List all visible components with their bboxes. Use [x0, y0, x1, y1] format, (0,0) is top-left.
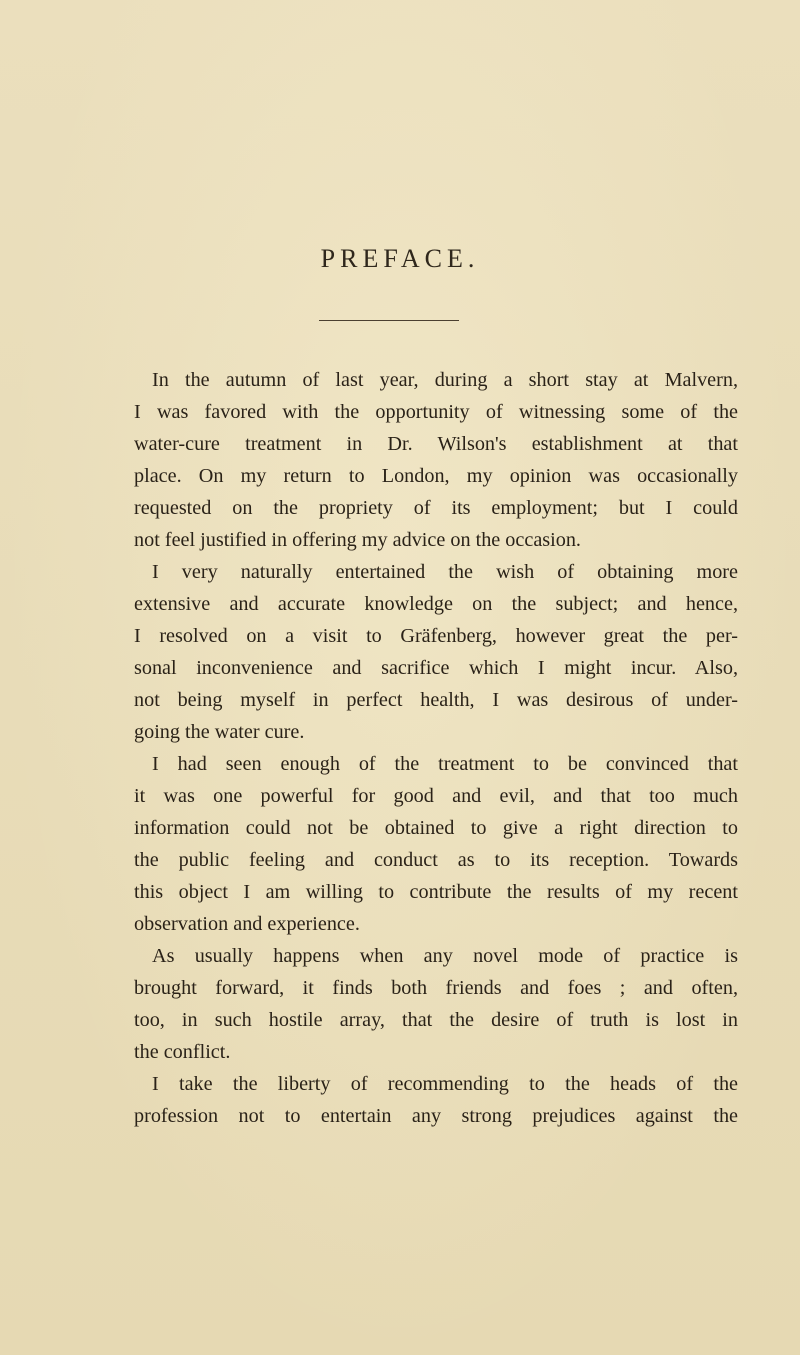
text-line: I had seen enough of the treatment to be convinced that — [152, 753, 738, 775]
text-line: In the autumn of last year, during a short stay at Malvern, — [152, 369, 738, 391]
text-line: information could not be obtained to give a right direction to — [134, 817, 738, 839]
text-line: not feel justified in offering my advice on the occasion. — [134, 529, 581, 551]
text-line: place. On my return to London, my opinion was occasionally — [134, 465, 738, 487]
text-line: not being myself in perfect health, I was desirous of under- — [134, 689, 738, 711]
text-line: the conflict. — [134, 1041, 231, 1063]
text-line: I very naturally entertained the wish of obtaining more — [152, 561, 738, 583]
body-text — [134, 364, 738, 1132]
text-line: As usually happens when any novel mode of practice is — [152, 945, 738, 967]
page-title: PREFACE. — [320, 244, 480, 273]
text-line: the public feeling and conduct as to its reception. Towards — [134, 849, 738, 871]
text-line: observation and experience. — [134, 913, 360, 935]
text-line: brought forward, it finds both friends and foes ; and often, — [134, 977, 738, 999]
text-line: I was favored with the opportunity of witnessing some of the — [134, 401, 738, 423]
text-line: I resolved on a visit to Gräfenberg, however great the per- — [134, 625, 738, 647]
text-line: water-cure treatment in Dr. Wilson's establishment at that — [134, 433, 738, 455]
text-line: I take the liberty of recommending to the heads of the — [152, 1073, 738, 1095]
text-line: it was one powerful for good and evil, and that too much — [134, 785, 738, 807]
text-line: extensive and accurate knowledge on the subject; and hence, — [134, 593, 738, 615]
title-rule — [319, 320, 459, 321]
text-line: profession not to entertain any strong prejudices against the — [134, 1105, 738, 1127]
text-line: too, in such hostile array, that the desire of truth is lost in — [134, 1009, 738, 1031]
text-line: requested on the propriety of its employment; but I could — [134, 497, 738, 519]
text-line: going the water cure. — [134, 721, 305, 743]
text-line: sonal inconvenience and sacrifice which I might incur. Also, — [134, 657, 738, 679]
text-line: this object I am willing to contribute the results of my recent — [134, 881, 738, 903]
